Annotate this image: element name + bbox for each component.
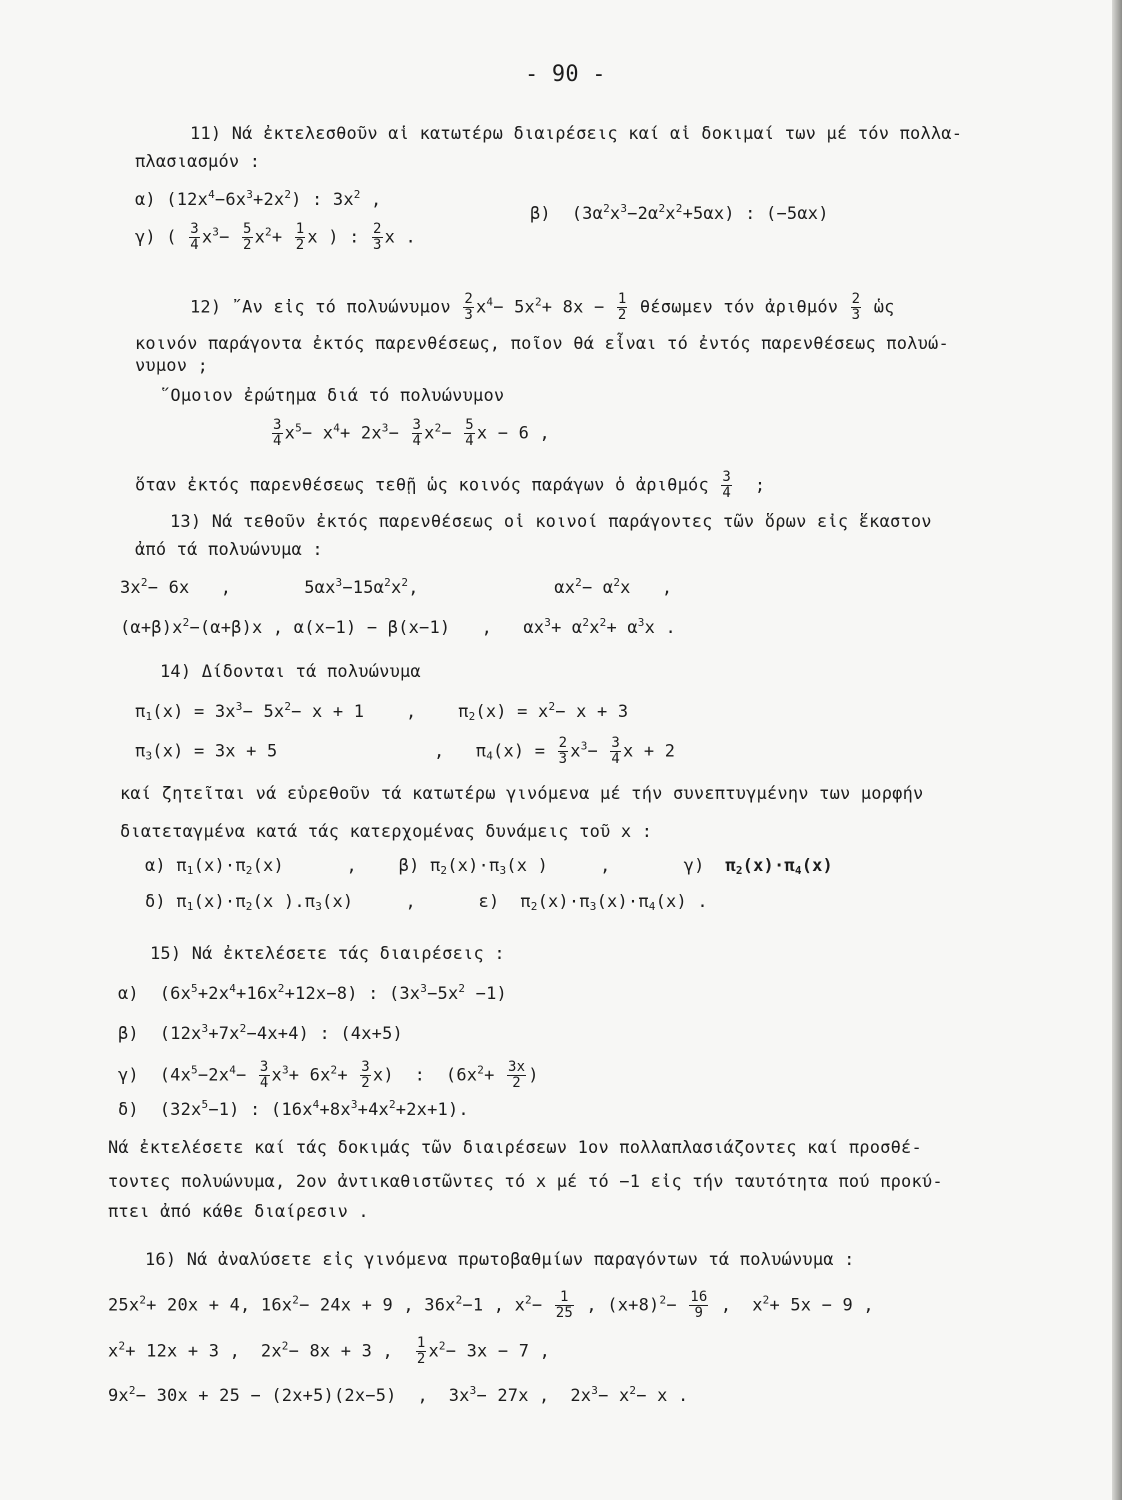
ex16-line1: 16) Νά ἀναλύσετε εἰς γινόμενα πρωτοβαθμίων παραγόντων τά πολυώνυμα : [145,1250,855,1270]
ex14-products-row2: δ) $\pi_1(x)\cdot\pi_2(x$ )$.\pi_3(x)$ , ε) $\pi_2(x)\cdot\pi_3(x)\cdot\pi_4(x)$ . [145,892,708,913]
ex13-row1: $3x^2- 6x$ , $5\alpha x^3-15\alpha^2x^2$, $\alpha x^2- \alpha^2x$ , [120,576,673,598]
ex12-line6-text: ὅταν ἐκτός παρενθέσεως τεθῇ ὡς κοινός παράγων ὁ ἀριθμός [135,475,709,496]
ex14-pi3-pi4: $\pi_3(x) = 3x + 5$ , $\pi_4(x)$ = $\frac{2}{3}$ $x^3-$ $\frac{3}{4}$ x + 2 [135,735,676,767]
ex12-line2: κοινόν παράγοντα ἐκτός παρενθέσεως, ποῖον θά εἶναι τό ἐντός παρενθέσεως πολυώ- [135,334,949,354]
ex12-line6: ὅταν ἐκτός παρενθέσεως τεθῇ ὡς κοινός παράγων ὁ ἀριθμός $\frac{3}{4}$ ; [135,469,766,501]
ex14-line4: καί ζητεῖται νά εὑρεθοῦν τά κατωτέρω γινόμενα μέ τήν συνεπτυγμένην των μορφήν [120,784,924,804]
ex13-line2: ἀπό τά πολυώνυμα : [135,540,323,560]
ex14-pi1-pi2: $\pi_1(x) = 3x^3- 5x^2- x + 1$ , $\pi_2(x) = x^2- x + 3$ [135,700,629,723]
ex12-line3: νυμον ; [135,356,209,376]
ex15-item-c: γ) ($4x^5-2x^4-$ $\frac{3}{4}$ $x^3+ 6x^2+$ $\frac{3}{2}$ x) : ($6x^2+$ $\frac{3x}{2}$ ) [118,1059,539,1091]
page-number: - 90 - [525,62,606,87]
ex12-line1: 12) ῎Αν εἰς τό πολυώνυμον $\frac{2}{3}$ $x^4- 5x^2+ 8x$ − $\frac{1}{2}$ θέσωμεν τόν ἀριθμόν $\frac{2}{3}$ ὡς [190,291,895,323]
ex13-row2: $(\alpha+\beta)x^2-(\alpha+\beta)x$ , α(x−1) − β(x−1) , $\alpha x^3+ \alpha^2x^2+ \alpha^3x$ . [120,616,676,638]
ex15-item-d: δ) $(32x^5-1)$ : $(16x^4+8x^3+4x^2+2x+1)$. [118,1098,469,1120]
ex12-line6-end: ; [754,475,766,496]
ex11-item-b: β) $(3\alpha^2x^3-2\alpha^2x^2+5\alpha x)$ : (−5αx) [530,202,829,224]
ex15-line1: 15) Νά ἐκτελέσετε τάς διαιρέσεις : [150,944,505,964]
ex16-row1: $25x^2+ 20x + 4$, $16x^2- 24x + 9$ , $36x^2-1$ , $x^2-$ $\frac{1}{25}$ , $(x+8)^2-$ $\frac{16}{9}$ , $x^2+ 5x - 9$ , [108,1289,874,1321]
ex12-line1-text: 12) ῎Αν εἰς τό πολυώνυμον [190,297,451,318]
item-label: α) [135,190,156,210]
item-label: γ) [135,227,156,248]
ex14-line5: διατεταγμένα κατά τάς κατερχομένας δυνάμεις τοῦ x : [120,822,653,842]
ex15-item-a: α) $(6x^5+2x^4+16x^2+12x-8)$ : $(3x^3-5x^2 -1)$ [118,982,507,1004]
ex11-intro-line2: πλασιασμόν : [135,152,261,172]
ex11-item-a: α) $(12x^4-6x^3+2x^2)$ : $3x^2$ , [135,188,382,210]
ex14-line1: 14) Δίδονται τά πολυώνυμα [160,662,421,682]
ex16-row2: $x^2+ 12x + 3$ , $2x^2- 8x + 3$ , $\frac{1}{2}$ $x^2- 3x - 7$ , [108,1335,551,1367]
ex16-row3: $9x^2- 30x + 25 - (2x+5)(2x-5)$ , $3x^3- 27x$ , $2x^3- x^2- x$ . [108,1384,689,1406]
ex15-item-b: β) $(12x^3+7x^2-4x+4)$ : (4x+5) [118,1022,403,1044]
scan-page-edge [1112,0,1122,1500]
ex12-line1-text-post: ὡς [873,297,895,318]
ex15-note-line3: πτει ἀπό κάθε διαίρεσιν . [108,1202,369,1222]
ex13-line1: 13) Νά τεθοῦν ἐκτός παρενθέσεως οἱ κοινοί παράγοντες τῶν ὅρων εἰς ἕκαστον [170,512,932,532]
ex15-note-line1: Νά ἐκτελέσετε καί τάς δοκιμάς τῶν διαιρέσεων 1ον πολλαπλασιάζοντες καί προσθέ- [108,1138,922,1158]
ex14-products-row1: α) $\pi_1(x)\cdot\pi_2(x)$ , β) $\pi_2(x)\cdot\pi_3(x$ ) , γ) $\pi_2(x)\cdot\pi_4(x)$ [145,856,833,877]
ex15-note-line2: τοντες πολυώνυμα, 2ον ἀντικαθιστῶντες τό x μέ τό −1 εἰς τήν ταυτότητα πού προκύ- [108,1172,943,1192]
ex12-line4: ῞Ομοιον ἐρώτημα διά τό πολυώνυμον [160,386,505,406]
ex11-item-c: γ) ( $\frac{3}{4}$ $x^3-$ $\frac{5}{2}$ $x^2+$ $\frac{1}{2}$ x ) : $\frac{2}{3}$ x . [135,221,416,253]
ex11-intro-line1: 11) Νά ἐκτελεσθοῦν αἱ κατωτέρω διαιρέσεις καί αἱ δοκιμαί των μέ τόν πολλα- [190,124,963,144]
ex12-line1-text-mid: θέσωμεν τόν ἀριθμόν [639,297,839,318]
ex12-polynomial: $\frac{3}{4}$ $x^5- x^4+ 2x^3-$ $\frac{3}{4}$ $x^2-$ $\frac{5}{4}$ x − 6 , [273,417,550,449]
item-label: β) [530,204,551,224]
